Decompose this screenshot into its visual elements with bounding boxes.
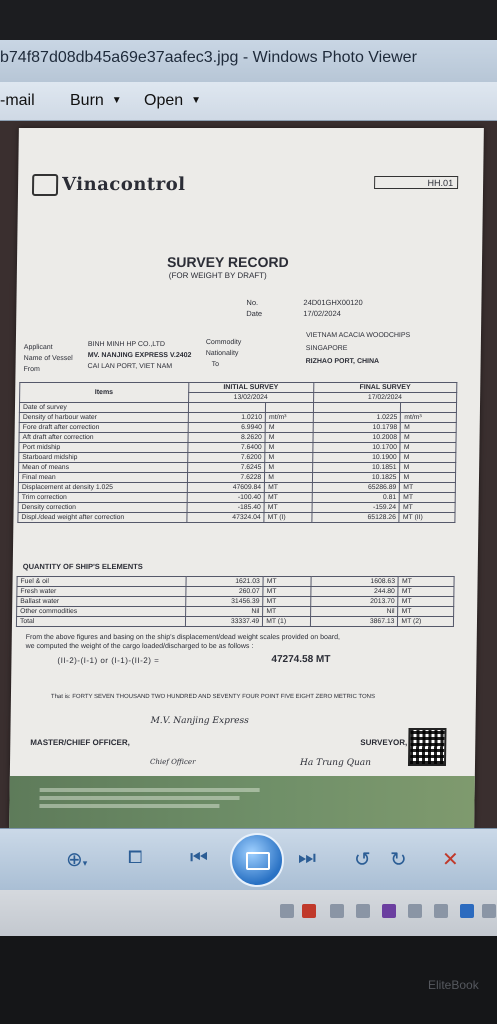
cell-fu: MT bbox=[398, 587, 454, 597]
survey-row bbox=[19, 453, 456, 463]
cell-final: 10.1825 bbox=[312, 473, 400, 483]
survey-rows bbox=[18, 403, 457, 523]
cell-iu: MT (I) bbox=[264, 513, 312, 523]
survey-row bbox=[19, 403, 456, 413]
no-value: 24D01GHX00120 bbox=[303, 298, 363, 307]
cell-initial: 260.07 bbox=[185, 587, 263, 597]
actual-size-icon[interactable]: ⧠ bbox=[128, 847, 143, 867]
tray-app-icon[interactable] bbox=[356, 904, 370, 918]
cell-item: Ballast water bbox=[17, 597, 186, 607]
wifi-icon[interactable] bbox=[482, 904, 496, 918]
next-icon[interactable]: ⏭ bbox=[298, 847, 316, 869]
cell-iu: M bbox=[265, 453, 313, 463]
cell-fu: M bbox=[400, 433, 456, 443]
to-value: RIZHAO PORT, CHINA bbox=[305, 358, 380, 365]
cell-final: 1.0225 bbox=[313, 413, 401, 423]
cell-fu: MT (II) bbox=[399, 513, 455, 523]
cell-fu: MT bbox=[400, 483, 456, 493]
cell-final: 10.1851 bbox=[312, 463, 400, 473]
cell-initial: 7.6200 bbox=[187, 453, 265, 463]
col-initial: INITIAL SURVEY bbox=[188, 383, 313, 393]
cell-final: 10.1900 bbox=[312, 453, 400, 463]
document-subtitle: (FOR WEIGHT BY DRAFT) bbox=[168, 271, 267, 280]
tray-app-icon[interactable] bbox=[408, 904, 422, 918]
menu-bar bbox=[0, 82, 497, 121]
menu-open[interactable]: Open ▼ bbox=[144, 92, 202, 109]
cell-item: Port midship bbox=[19, 443, 188, 453]
cell-item: Starboard midship bbox=[19, 453, 188, 463]
cell-final: 1608.63 bbox=[311, 577, 399, 587]
quantity-table bbox=[16, 576, 455, 627]
cell-iu: MT bbox=[263, 587, 311, 597]
nationality-label: Nationality bbox=[205, 350, 239, 357]
survey-row bbox=[19, 433, 456, 443]
cell-final: 2013.70 bbox=[310, 597, 398, 607]
delete-icon[interactable]: ✕ bbox=[442, 849, 459, 871]
tray-app-icon[interactable] bbox=[382, 904, 396, 918]
laptop-brand: EliteBook bbox=[428, 978, 479, 992]
cell-final: Nil bbox=[310, 607, 398, 617]
cell-item: Displacement at density 1.025 bbox=[18, 483, 187, 493]
cell-iu: MT bbox=[264, 503, 312, 513]
cell-iu: M bbox=[265, 423, 313, 433]
commodity-label: Commodity bbox=[205, 339, 242, 346]
applicant-label: Applicant bbox=[23, 344, 53, 351]
survey-row bbox=[19, 413, 456, 423]
cell-iu: M bbox=[265, 463, 313, 473]
survey-row bbox=[18, 473, 455, 483]
from-value: CAI LAN PORT, VIET NAM bbox=[87, 363, 173, 370]
ship-stamp: M.V. Nanjing Express bbox=[150, 716, 249, 726]
quantity-row bbox=[17, 587, 454, 597]
cell-initial: -100.40 bbox=[187, 493, 265, 503]
quantity-row bbox=[17, 577, 454, 587]
laptop-bezel bbox=[0, 936, 497, 1024]
cell-iu: MT bbox=[265, 483, 313, 493]
cell-final: 10.1700 bbox=[313, 443, 401, 453]
nationality-value: SINGAPORE bbox=[305, 345, 348, 352]
cell-item: Aft draft after correction bbox=[19, 433, 188, 443]
rotate-right-icon[interactable]: ↻ bbox=[390, 849, 407, 871]
survey-table bbox=[17, 382, 457, 523]
previous-icon[interactable]: ⏮ bbox=[190, 847, 208, 869]
cell-final bbox=[313, 403, 401, 413]
cell-item: Final mean bbox=[18, 473, 187, 483]
document-footer bbox=[9, 776, 475, 828]
cell-item: Fresh water bbox=[17, 587, 186, 597]
cell-iu: MT bbox=[263, 597, 311, 607]
chief-officer-stamp: Chief Officer bbox=[149, 758, 196, 766]
survey-row bbox=[19, 443, 456, 453]
scale-logo-icon bbox=[32, 174, 58, 196]
cell-final: 3867.13 bbox=[310, 617, 398, 627]
chevron-down-icon: ▼ bbox=[191, 95, 202, 107]
viewer-controls bbox=[0, 828, 497, 891]
cell-initial: 6.9940 bbox=[188, 423, 266, 433]
cell-fu: M bbox=[400, 463, 456, 473]
cell-fu: MT (2) bbox=[398, 617, 454, 627]
applicant-value: BINH MINH HP CO.,LTD bbox=[87, 341, 166, 348]
slideshow-button[interactable] bbox=[230, 833, 284, 887]
survey-row bbox=[18, 493, 455, 503]
survey-row bbox=[19, 423, 456, 433]
tray-app-icon[interactable] bbox=[280, 904, 294, 918]
cell-initial: 33337.49 bbox=[185, 617, 263, 627]
cell-final: 244.80 bbox=[311, 587, 399, 597]
vessel-label: Name of Vessel bbox=[23, 355, 73, 362]
note-line-1: From the above figures and basing on the ship's displacement/dead weight scales provided on board, bbox=[25, 634, 341, 641]
formula: (II-2)-(I-1) or (I-1)-(II-2) = bbox=[57, 656, 160, 665]
qr-code bbox=[408, 728, 447, 766]
cell-iu: M bbox=[265, 443, 313, 453]
survey-row bbox=[18, 503, 455, 513]
cell-initial: 47609.84 bbox=[187, 483, 265, 493]
cell-iu: MT bbox=[263, 607, 311, 617]
cell-final: 10.2008 bbox=[313, 433, 401, 443]
cell-iu bbox=[266, 403, 314, 413]
survey-row bbox=[19, 463, 456, 473]
cell-initial bbox=[188, 403, 266, 413]
cell-fu: mt/m³ bbox=[401, 413, 457, 423]
date-label: Date bbox=[246, 309, 263, 318]
note-line-2: we computed the weight of the cargo loaded/discharged to be as follows : bbox=[25, 643, 254, 650]
cell-fu: MT bbox=[400, 493, 456, 503]
initial-date: 13/02/2024 bbox=[188, 393, 313, 403]
cell-item: Density correction bbox=[18, 503, 187, 513]
menu-email[interactable]: -mail bbox=[0, 92, 35, 109]
cell-fu bbox=[401, 403, 457, 413]
cell-iu: MT bbox=[263, 577, 311, 587]
cell-initial: 7.6245 bbox=[187, 463, 265, 473]
cell-fu: MT bbox=[398, 577, 454, 587]
cell-initial: 1621.03 bbox=[186, 577, 264, 587]
cell-iu: MT (1) bbox=[263, 617, 311, 627]
cell-initial: 47324.04 bbox=[186, 513, 264, 523]
cell-fu: MT bbox=[399, 503, 455, 513]
survey-row bbox=[18, 483, 455, 493]
col-final: FINAL SURVEY bbox=[313, 383, 456, 393]
surveyor-name: Ha Trung Quan bbox=[299, 758, 372, 768]
taskbar bbox=[0, 890, 497, 936]
cell-initial: -185.40 bbox=[187, 503, 265, 513]
bluetooth-icon[interactable] bbox=[460, 904, 474, 918]
cell-item: Displ./dead weight after correction bbox=[18, 513, 187, 523]
cell-initial: 8.2620 bbox=[188, 433, 266, 443]
cell-fu: MT bbox=[398, 597, 454, 607]
cell-initial: 31456.39 bbox=[185, 597, 263, 607]
tray-app-icon[interactable] bbox=[302, 904, 316, 918]
company-logo: Vinacontrol bbox=[32, 174, 186, 196]
window-title-bar bbox=[0, 40, 497, 83]
cell-fu: M bbox=[400, 473, 456, 483]
cell-final: 65128.26 bbox=[312, 513, 400, 523]
cell-item: Fuel & oil bbox=[17, 577, 186, 587]
quantity-row bbox=[17, 597, 454, 607]
tray-app-icon[interactable] bbox=[330, 904, 344, 918]
cell-item: Trim correction bbox=[18, 493, 187, 503]
quantity-row bbox=[16, 617, 453, 627]
cell-fu: M bbox=[401, 423, 457, 433]
chevron-down-icon: ▼ bbox=[111, 95, 122, 107]
date-value: 17/02/2024 bbox=[303, 309, 341, 318]
volume-icon[interactable] bbox=[434, 904, 448, 918]
final-date: 17/02/2024 bbox=[313, 393, 456, 403]
cell-item: Other commodities bbox=[17, 607, 186, 617]
cell-fu: MT bbox=[398, 607, 454, 617]
cell-initial: 7.6228 bbox=[187, 473, 265, 483]
cell-fu: M bbox=[400, 443, 456, 453]
commodity-value: VIETNAM ACACIA WOODCHIPS bbox=[305, 332, 411, 339]
surveyor-label: SURVEYOR, bbox=[360, 738, 408, 747]
cell-item: Density of harbour water bbox=[19, 413, 188, 423]
survey-document bbox=[9, 128, 484, 828]
quantity-title: QUANTITY OF SHIP'S ELEMENTS bbox=[22, 562, 143, 571]
col-items: Items bbox=[20, 383, 189, 403]
cargo-weight: 47274.58 MT bbox=[271, 654, 331, 665]
form-code: HH.01 bbox=[374, 176, 458, 189]
cell-item: Fore draft after correction bbox=[19, 423, 188, 433]
master-label: MASTER/CHIEF OFFICER, bbox=[30, 738, 130, 747]
cell-item: Mean of means bbox=[19, 463, 188, 473]
rotate-left-icon[interactable]: ↺ bbox=[354, 849, 371, 871]
cell-final: -159.24 bbox=[312, 503, 400, 513]
menu-burn[interactable]: Burn ▼ bbox=[70, 92, 122, 109]
cell-iu: M bbox=[265, 433, 313, 443]
cell-final: 10.1798 bbox=[313, 423, 401, 433]
vessel-value: MV. NANJING EXPRESS V.2402 bbox=[87, 352, 192, 359]
survey-row bbox=[18, 513, 455, 523]
zoom-icon[interactable]: ⊕▾ bbox=[66, 849, 88, 871]
cell-initial: 7.6400 bbox=[187, 443, 265, 453]
cell-final: 0.81 bbox=[312, 493, 400, 503]
to-label: To bbox=[211, 361, 220, 368]
cell-iu: mt/m³ bbox=[266, 413, 314, 423]
cell-initial: 1.0210 bbox=[188, 413, 266, 423]
document-title: SURVEY RECORD bbox=[166, 254, 289, 270]
window-title: b74f87d08db45a69e37aafec3.jpg - Windows Photo Viewer bbox=[0, 49, 417, 66]
cell-iu: MT bbox=[264, 493, 312, 503]
cell-fu: M bbox=[400, 453, 456, 463]
cell-final: 65286.89 bbox=[312, 483, 400, 493]
quantity-rows bbox=[16, 577, 454, 627]
quantity-row bbox=[17, 607, 454, 617]
cell-item: Total bbox=[16, 617, 185, 627]
cell-item: Date of survey bbox=[19, 403, 188, 413]
from-label: From bbox=[23, 366, 40, 373]
slideshow-icon bbox=[246, 852, 270, 870]
cell-iu: M bbox=[265, 473, 313, 483]
amount-in-words: That is: FORTY SEVEN THOUSAND TWO HUNDRED AND SEVENTY FOUR POINT FIVE EIGHT ZERO METRIC TONS bbox=[50, 694, 376, 700]
no-label: No. bbox=[246, 298, 259, 307]
cell-initial: Nil bbox=[185, 607, 263, 617]
